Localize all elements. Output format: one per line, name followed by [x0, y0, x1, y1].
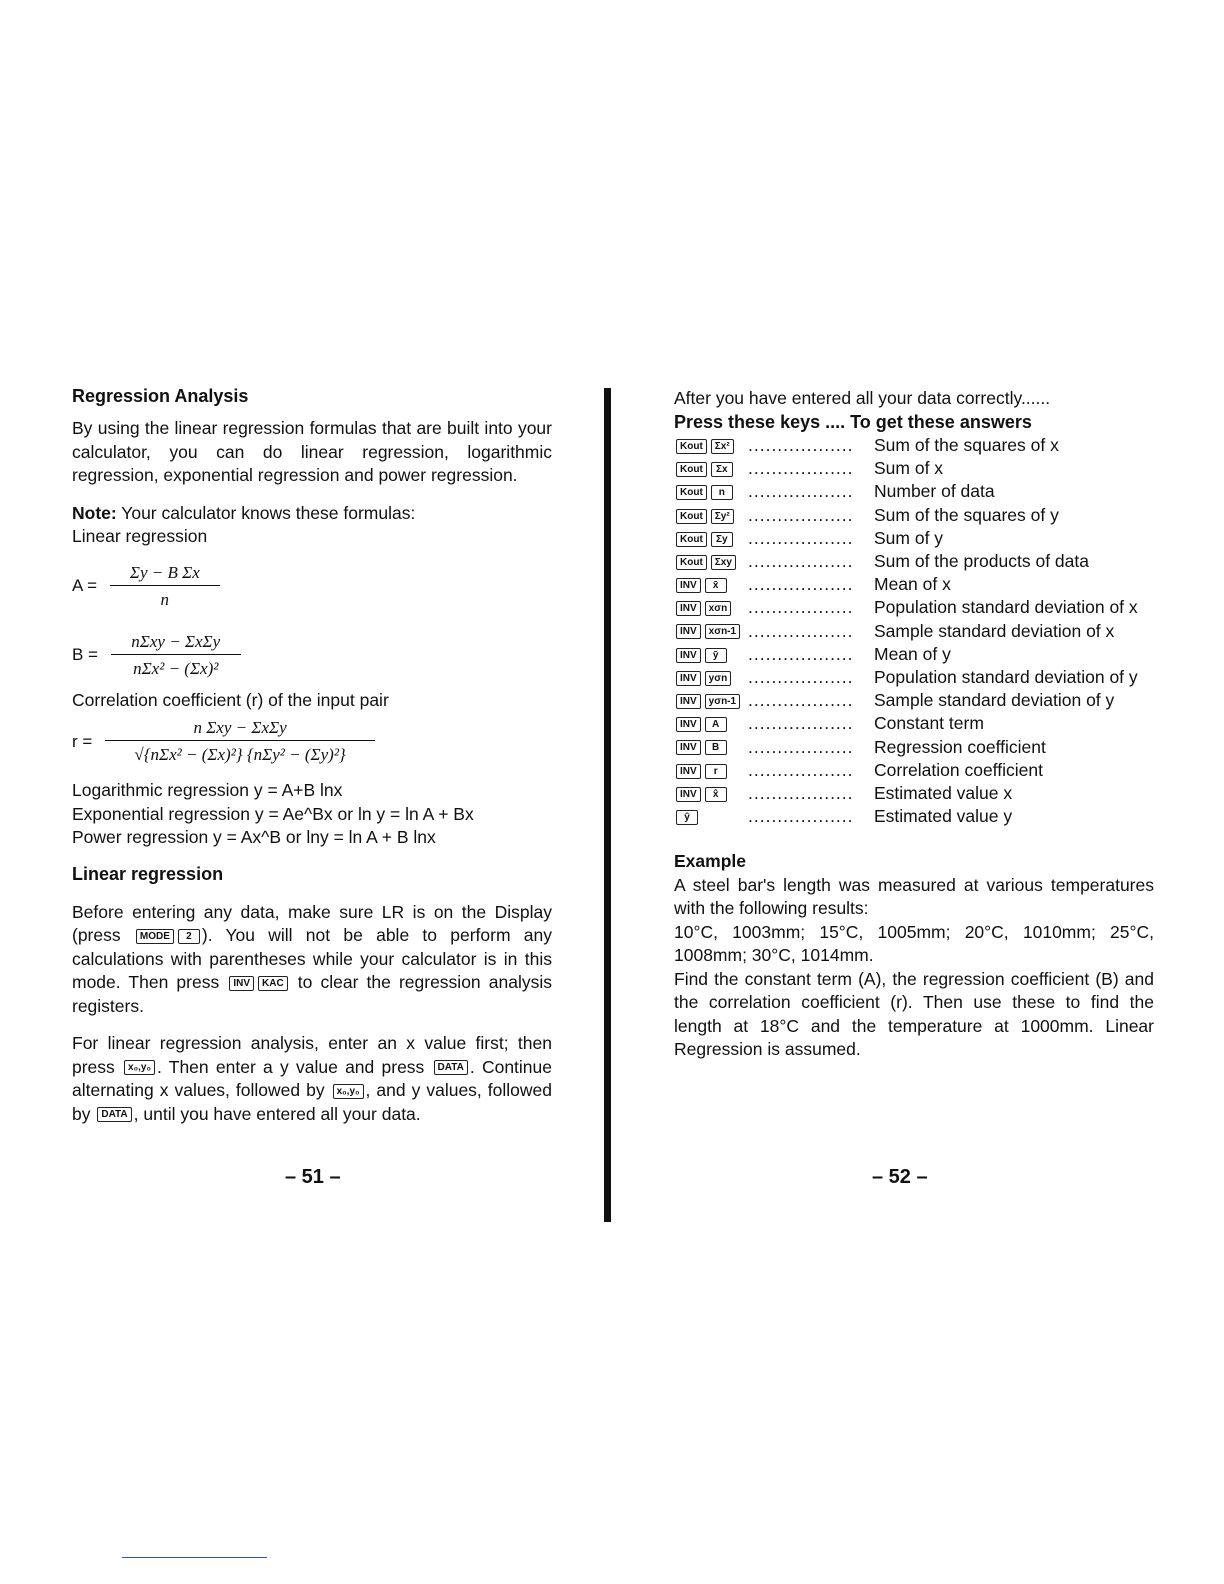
note-text: Your calculator knows these formulas:	[116, 502, 416, 523]
regression-heading: Regression Analysis	[72, 386, 249, 406]
key-combo	[674, 806, 748, 827]
bottom-rule	[122, 1557, 267, 1558]
formula-b-denominator: nΣx² − (Σx)²	[133, 658, 219, 678]
formula-r-denominator: √{nΣx² − (Σx)²} {nΣy² − (Σy)²}	[134, 745, 346, 764]
leader-dots: ..................	[748, 759, 854, 780]
key-second: A	[705, 717, 727, 732]
col-answers-header: To get these answers	[850, 411, 1032, 432]
leader-dots: ..................	[748, 736, 854, 757]
key-combo	[674, 528, 748, 549]
leader-dots: ..................	[748, 620, 854, 641]
right-page	[674, 387, 1154, 1062]
formula-a-lhs: A =	[72, 576, 98, 595]
key-table-row	[674, 666, 1154, 689]
key-first: ŷ	[676, 810, 698, 825]
left-page	[72, 380, 552, 1140]
key-combo	[674, 621, 748, 642]
key-second: yσn	[705, 671, 732, 686]
key-answer: Estimated value x	[874, 782, 1013, 803]
key-combo	[674, 481, 748, 502]
formula-b	[72, 632, 552, 679]
key-combo	[674, 458, 748, 479]
key-combo	[674, 783, 748, 804]
inv-key: INV	[229, 976, 254, 991]
key-second: Σx	[711, 462, 733, 477]
para1-text-b: ). You will not be able to perform any calculations with parentheses while your calculator is in this mode. Then press	[72, 925, 553, 992]
key-combo	[674, 690, 748, 711]
leader-dots: ..................	[748, 551, 854, 572]
key-table-row	[674, 782, 1154, 805]
formula-r-numerator: n Σxy − ΣxΣy	[105, 718, 375, 741]
key-table-row	[674, 527, 1154, 550]
key-first: INV	[676, 717, 701, 732]
intro-paragraph: By using the linear regression formulas that are built into your calculator, you can do linear regression, logarithmic regression, exponential regression and power regression.	[72, 418, 552, 485]
after-entry-line: After you have entered all your data correctly......	[674, 388, 1051, 408]
leader-dots: ..................	[748, 435, 854, 456]
key-answer: Mean of y	[874, 643, 951, 664]
key-combo	[674, 435, 748, 456]
key-second: x̄	[705, 578, 727, 593]
log-regression-line: Logarithmic regression y = A+B lnx	[72, 780, 343, 800]
key-answer: Sum of the squares of x	[874, 435, 1059, 456]
key-combo	[674, 597, 748, 618]
key-answer: Sample standard deviation of y	[874, 690, 1115, 711]
data-key: DATA	[434, 1060, 468, 1075]
key-first: INV	[676, 578, 701, 593]
key-first: INV	[676, 601, 701, 616]
para2-text-c: . Continue alternating x values, followed by	[72, 1056, 553, 1100]
leader-dots: ..................	[748, 643, 854, 664]
key-table-row	[674, 712, 1154, 735]
key-second: B	[705, 740, 727, 755]
leader-dots: ..................	[748, 782, 854, 803]
key-table-row	[674, 620, 1154, 643]
leader-dots: ..................	[748, 527, 854, 548]
key-first: Kout	[676, 532, 707, 547]
key-combo	[674, 713, 748, 734]
linear-label: Linear regression	[72, 526, 208, 546]
key-first: Kout	[676, 485, 707, 500]
key-answer: Correlation coefficient	[874, 759, 1043, 780]
book-spine	[604, 388, 611, 1222]
key-table-row	[674, 805, 1154, 828]
para1-text-c: to clear the regression analysis registers.	[72, 972, 552, 1016]
formula-r-lhs: r =	[72, 731, 93, 751]
key-answer: Sum of the products of data	[874, 551, 1089, 572]
instruction-paragraph-1	[72, 901, 552, 1019]
two-key: 2	[178, 929, 200, 944]
power-regression-line: Power regression y = Ax^B or lny = ln A + B lnx	[72, 827, 436, 847]
key-combo	[674, 760, 748, 781]
para2-text-e: , until you have entered all your data.	[133, 1103, 421, 1124]
key-table-header	[674, 411, 1154, 435]
key-first: INV	[676, 787, 701, 802]
key-first: INV	[676, 648, 701, 663]
key-second: yσn-1	[705, 694, 740, 709]
formula-r	[72, 718, 552, 765]
key-table-row	[674, 457, 1154, 480]
data-key-2: DATA	[97, 1107, 131, 1122]
key-first: Kout	[676, 462, 707, 477]
formula-a-numerator: Σy − B Σx	[110, 563, 220, 586]
xy-key-2: x₀,y₀	[333, 1084, 364, 1099]
page-number-51: – 51 –	[285, 1166, 341, 1188]
key-second: Σy	[711, 532, 733, 547]
key-second: Σy²	[711, 509, 734, 524]
formula-b-lhs: B =	[72, 645, 98, 664]
key-combo	[674, 737, 748, 758]
page-number-52: – 52 –	[872, 1166, 928, 1188]
key-table-row	[674, 596, 1154, 619]
key-second: xσn	[705, 601, 732, 616]
key-answer: Population standard deviation of y	[874, 666, 1138, 687]
example-heading: Example	[674, 851, 746, 872]
key-table-row	[674, 550, 1154, 573]
formula-b-numerator: nΣxy − ΣxΣy	[111, 632, 241, 655]
leader-dots: ..................	[748, 690, 854, 711]
leader-dots: ..................	[748, 481, 854, 502]
key-first: Kout	[676, 439, 707, 454]
linear-regression-heading: Linear regression	[72, 863, 224, 884]
key-second: x̂	[705, 787, 727, 802]
para2-text-b: . Then enter a y value and press	[156, 1056, 432, 1077]
key-table-row	[674, 573, 1154, 596]
leader-dots: ..................	[748, 458, 854, 479]
key-first: Kout	[676, 509, 707, 524]
key-table-row	[674, 480, 1154, 503]
key-table	[674, 434, 1154, 828]
note-label: Note:	[72, 502, 117, 523]
key-answer: Constant term	[874, 713, 984, 734]
key-combo	[674, 574, 748, 595]
key-second: ȳ	[705, 648, 727, 663]
leader-dots: ..................	[748, 666, 854, 687]
key-combo	[674, 505, 748, 526]
key-second: n	[711, 485, 733, 500]
leader-dots: ..................	[748, 806, 854, 827]
leader-dots: ..................	[748, 713, 854, 734]
key-answer: Sample standard deviation of x	[874, 620, 1115, 641]
key-table-row	[674, 759, 1154, 782]
para2-text-d: , and y values, followed by	[72, 1080, 552, 1124]
correlation-label: Correlation coefficient (r) of the input pair	[72, 689, 389, 710]
key-table-row	[674, 504, 1154, 527]
key-first: INV	[676, 624, 701, 639]
key-answer: Sum of y	[874, 527, 944, 548]
key-first: Kout	[676, 555, 707, 570]
leader-dots: ..................	[748, 574, 854, 595]
key-second: Σxy	[711, 555, 736, 570]
key-answer: Population standard deviation of x	[874, 597, 1138, 618]
key-first: INV	[676, 764, 701, 779]
exp-regression-line: Exponential regression y = Ae^Bx or ln y = ln A + Bx	[72, 803, 474, 824]
key-second: xσn-1	[705, 624, 740, 639]
instruction-paragraph-2	[72, 1032, 552, 1126]
example-text: A steel bar's length was measured at various temperatures with the following results:	[674, 874, 1154, 919]
key-combo	[674, 644, 748, 665]
kac-key: KAC	[258, 976, 288, 991]
key-first: INV	[676, 740, 701, 755]
key-answer: Mean of x	[874, 574, 951, 595]
key-table-row	[674, 643, 1154, 666]
example-task: Find the constant term (A), the regression coefficient (B) and the correlation coefficient (r). Then use these to find the length at 18°C and the temperature at 1000mm. Linear Regression is assumed.	[674, 968, 1154, 1060]
leader-dots: ..................	[748, 597, 854, 618]
key-table-row	[674, 735, 1154, 758]
key-second: r	[705, 764, 727, 779]
formula-a	[72, 563, 552, 610]
key-answer: Number of data	[874, 481, 995, 502]
mode-key: MODE	[136, 929, 174, 944]
example-data: 10°C, 1003mm; 15°C, 1005mm; 20°C, 1010mm; 25°C, 1008mm; 30°C, 1014mm.	[674, 921, 1154, 966]
xy-key: x₀,y₀	[124, 1060, 155, 1075]
key-answer: Sum of x	[874, 458, 944, 479]
para1-text-a: Before entering any data, make sure LR is on the Display (press	[72, 901, 552, 945]
key-answer: Sum of the squares of y	[874, 504, 1059, 525]
key-first: INV	[676, 671, 701, 686]
key-table-row	[674, 434, 1154, 457]
key-table-row	[674, 689, 1154, 712]
key-first: INV	[676, 694, 701, 709]
key-answer: Estimated value y	[874, 806, 1013, 827]
key-answer: Regression coefficient	[874, 736, 1046, 757]
note-line	[72, 502, 552, 526]
key-second: Σx²	[711, 439, 734, 454]
key-combo	[674, 667, 748, 688]
para2-text-a: For linear regression analysis, enter an x value first; then press	[72, 1033, 552, 1077]
col-keys-header: Press these keys ....	[674, 411, 846, 432]
formula-a-denominator: n	[160, 589, 170, 609]
key-combo	[674, 551, 748, 572]
leader-dots: ..................	[748, 504, 854, 525]
